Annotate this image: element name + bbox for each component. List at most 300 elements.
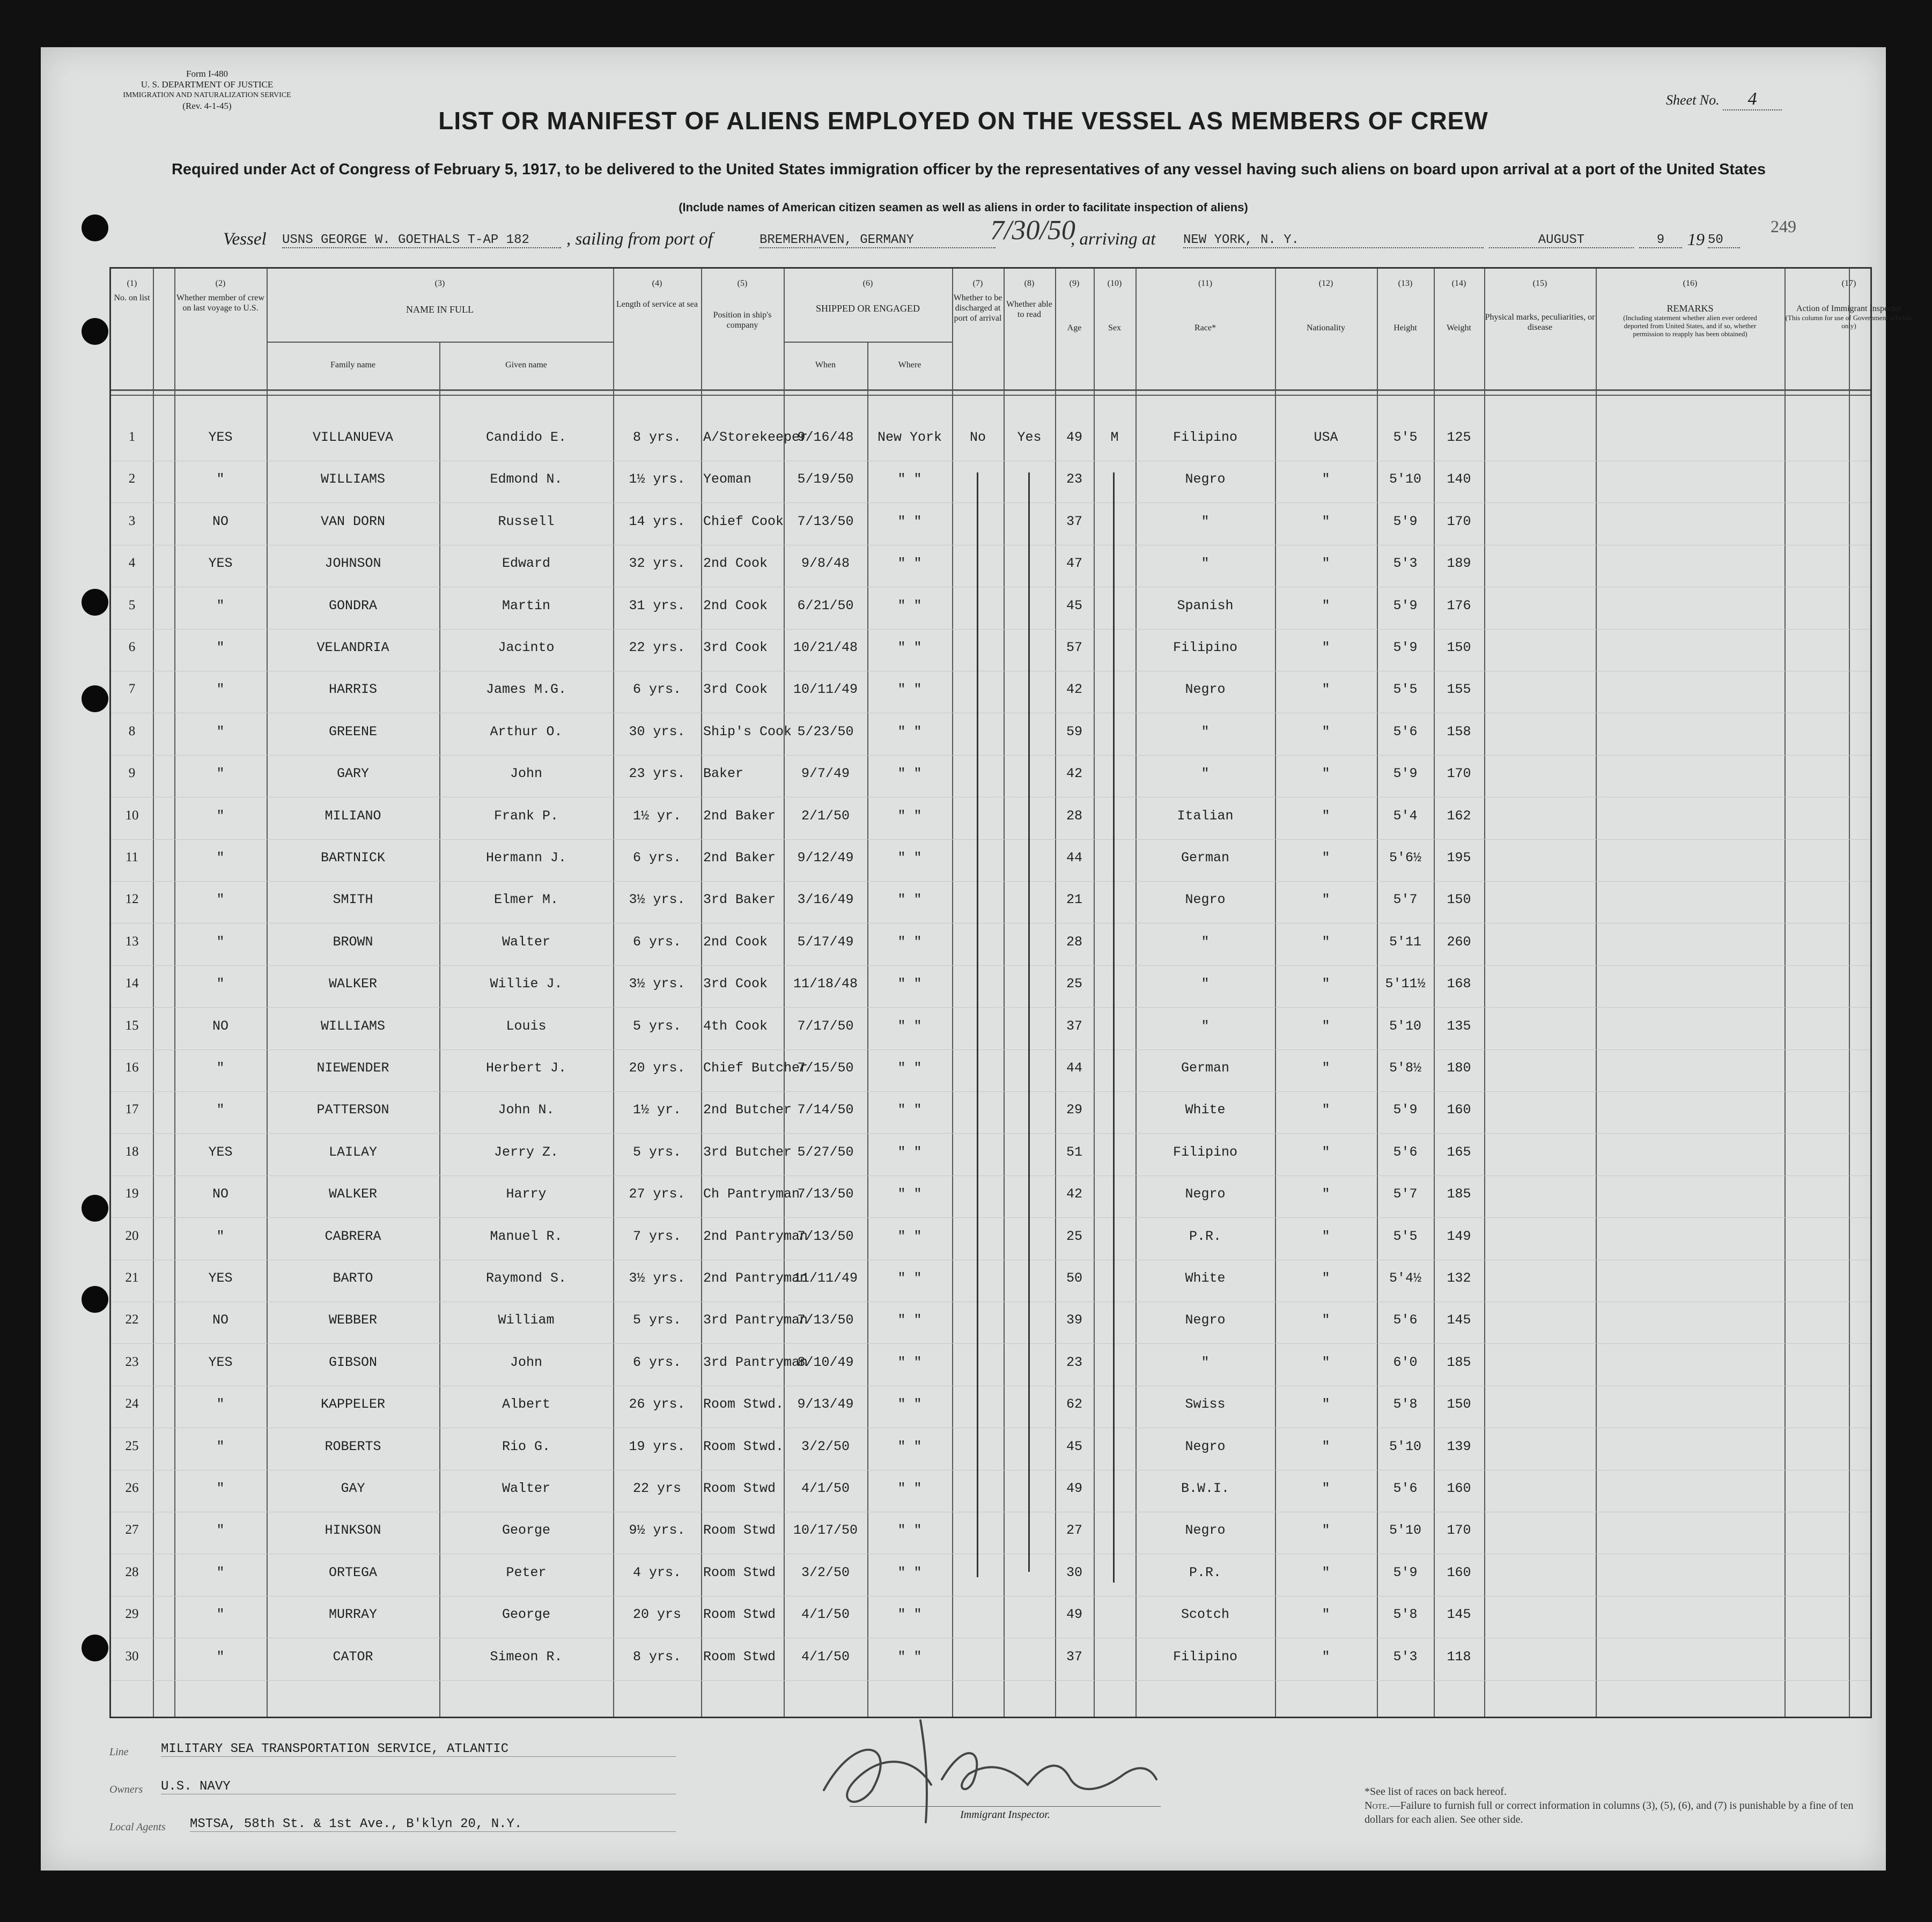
cell-where: " " <box>897 766 922 782</box>
cell-given: Martin <box>502 597 550 613</box>
cell-when: 9/7/49 <box>801 766 850 782</box>
cell-service: 30 yrs. <box>629 723 685 740</box>
cell-weight: 145 <box>1447 1312 1471 1328</box>
cell-no: 5 <box>128 597 136 612</box>
header-rule <box>111 395 1870 396</box>
cell-when: 5/17/49 <box>797 934 854 950</box>
cell-where: " " <box>897 1144 922 1160</box>
cell-age: 47 <box>1066 556 1082 572</box>
cell-weight: 149 <box>1447 1228 1471 1244</box>
cell-when: 9/13/49 <box>797 1396 854 1413</box>
cell-service: 6 yrs. <box>632 934 681 950</box>
cell-position: Chief Cook <box>703 513 784 529</box>
col-4-header: (4) Length of service at sea <box>616 279 698 309</box>
cell-member: " <box>216 1102 225 1118</box>
include-note: (Include names of American citizen seamen as well as aliens in order to facilitate inspection of aliens) <box>679 201 1248 214</box>
cell-nationality: " <box>1322 1102 1330 1118</box>
cell-age: 42 <box>1066 1186 1082 1202</box>
cell-height: 5'10 <box>1389 1438 1421 1454</box>
cell-weight: 168 <box>1447 976 1471 992</box>
header-rule <box>111 389 1870 391</box>
col-rule <box>1784 269 1786 1717</box>
cell-service: 6 yrs. <box>632 1354 681 1370</box>
cell-nationality: " <box>1322 976 1330 992</box>
cell-when: 9/12/49 <box>797 850 854 866</box>
cell-height: 5'10 <box>1389 1018 1421 1034</box>
cell-member: NO <box>212 513 228 529</box>
sheet-label: Sheet No. <box>1666 92 1720 108</box>
cell-family: JOHNSON <box>325 556 381 572</box>
cell-height: 5'6 <box>1393 1144 1418 1160</box>
cell-no: 26 <box>125 1481 139 1495</box>
cell-weight: 155 <box>1447 682 1471 698</box>
row-rule <box>111 839 1870 840</box>
cell-no: 30 <box>125 1649 139 1664</box>
given-name-header: Given name <box>505 360 547 369</box>
cell-where: " " <box>897 976 922 992</box>
cell-nationality: " <box>1322 766 1330 782</box>
cell-given: Herbert J. <box>485 1060 567 1076</box>
cell-nationality: " <box>1322 892 1330 908</box>
cell-race: Filipino <box>1173 640 1238 655</box>
cell-race: Scotch <box>1181 1607 1229 1623</box>
cell-no: 18 <box>125 1144 139 1159</box>
col-1-header: (1) No. on list <box>114 279 150 302</box>
cell-family: LAILAY <box>328 1144 377 1160</box>
cell-position: 3rd Butcher <box>703 1144 792 1160</box>
cell-nationality: " <box>1322 934 1330 950</box>
cell-where: " " <box>897 1607 922 1623</box>
cell-given: Harry <box>506 1186 547 1202</box>
cell-member: NO <box>212 1312 228 1328</box>
cell-race: " <box>1201 934 1210 950</box>
cell-nationality: " <box>1322 1018 1330 1034</box>
cell-family: GARY <box>336 766 369 782</box>
cell-when: 10/17/50 <box>793 1522 858 1539</box>
arrival-year-prefix: 19 <box>1687 230 1705 249</box>
cell-member: " <box>216 471 225 487</box>
cell-nationality: " <box>1322 1438 1330 1454</box>
cell-member: " <box>216 1564 225 1580</box>
cell-weight: 189 <box>1447 556 1471 572</box>
cell-no: 24 <box>125 1396 139 1411</box>
footer <box>109 1731 1869 1865</box>
cell-service: 4 yrs. <box>632 1564 681 1580</box>
cell-no: 11 <box>125 850 139 864</box>
cell-given: Jerry Z. <box>493 1144 559 1160</box>
cell-where: " " <box>897 597 922 613</box>
cell-family: HINKSON <box>325 1522 381 1539</box>
cell-service: 9½ yrs. <box>629 1522 685 1539</box>
cell-position: 2nd Butcher <box>703 1102 792 1118</box>
cell-family: GREENE <box>328 723 377 740</box>
cell-read: Yes <box>1017 430 1042 445</box>
cell-member: " <box>216 808 225 824</box>
cell-position: 3rd Baker <box>703 892 776 908</box>
cell-family: HARRIS <box>328 682 377 698</box>
inspector-label: Immigrant Inspector. <box>850 1806 1161 1821</box>
cell-height: 5'9 <box>1393 1564 1418 1580</box>
cell-family: WILLIAMS <box>320 471 386 487</box>
cell-nationality: " <box>1322 723 1330 740</box>
cell-where: " " <box>897 682 922 698</box>
cell-where: " " <box>897 556 922 572</box>
cell-weight: 170 <box>1447 766 1471 782</box>
cell-weight: 150 <box>1447 640 1471 655</box>
cell-no: 27 <box>125 1522 139 1537</box>
cell-height: 5'8½ <box>1389 1060 1421 1076</box>
owners-label: Owners <box>109 1784 143 1795</box>
cell-given: Manuel R. <box>490 1228 563 1244</box>
cell-race: P.R. <box>1189 1228 1221 1244</box>
cell-where: " " <box>897 1312 922 1328</box>
form-service: IMMIGRATION AND NATURALIZATION SERVICE <box>123 91 291 99</box>
cell-position: Room Stwd <box>703 1607 776 1623</box>
ditto-stroke <box>977 472 978 1577</box>
cell-weight: 180 <box>1447 1060 1471 1076</box>
cell-family: VAN DORN <box>320 513 386 529</box>
cell-age: 37 <box>1066 1018 1082 1034</box>
cell-height: 5'9 <box>1393 766 1418 782</box>
cell-weight: 176 <box>1447 597 1471 613</box>
cell-no: 15 <box>125 1018 139 1033</box>
cell-weight: 135 <box>1447 1018 1471 1034</box>
cell-position: 3rd Cook <box>703 640 768 655</box>
cell-weight: 145 <box>1447 1607 1471 1623</box>
cell-member: " <box>216 766 225 782</box>
cell-given: Edmond N. <box>490 471 563 487</box>
cell-where: " " <box>897 1102 922 1118</box>
cell-age: 42 <box>1066 682 1082 698</box>
col-10-header: (10) Sex <box>1107 279 1122 332</box>
cell-member: " <box>216 1481 225 1496</box>
cell-member: " <box>216 1649 225 1665</box>
cell-where: " " <box>897 1438 922 1454</box>
form-meta <box>100 69 314 112</box>
cell-no: 28 <box>125 1564 139 1579</box>
cell-no: 14 <box>125 976 139 991</box>
cell-when: 4/1/50 <box>801 1607 850 1623</box>
cell-height: 5'7 <box>1393 892 1418 908</box>
punch-hole <box>82 215 108 241</box>
cell-service: 20 yrs. <box>629 1060 685 1076</box>
cell-weight: 160 <box>1447 1564 1471 1580</box>
cell-no: 25 <box>125 1438 139 1453</box>
cell-service: 14 yrs. <box>629 513 685 529</box>
cell-position: 2nd Baker <box>703 850 776 866</box>
cell-weight: 170 <box>1447 1522 1471 1539</box>
cell-given: Elmer M. <box>493 892 559 908</box>
col-9-header: (9) Age <box>1067 279 1082 332</box>
cell-when: 5/19/50 <box>797 471 854 487</box>
cell-family: ROBERTS <box>325 1438 381 1454</box>
cell-member: YES <box>208 556 233 572</box>
cell-when: 11/18/48 <box>793 976 858 992</box>
cell-when: 4/1/50 <box>801 1649 850 1665</box>
cell-race: Filipino <box>1173 1144 1238 1160</box>
cell-family: MURRAY <box>328 1607 377 1623</box>
cell-nationality: USA <box>1314 430 1338 445</box>
cell-height: 5'9 <box>1393 1102 1418 1118</box>
cell-race: " <box>1201 1354 1210 1370</box>
cell-service: 7 yrs. <box>632 1228 681 1244</box>
cell-no: 19 <box>125 1186 139 1201</box>
row-rule <box>111 1133 1870 1134</box>
cell-service: 32 yrs. <box>629 556 685 572</box>
cell-service: 1½ yr. <box>632 808 681 824</box>
cell-age: 57 <box>1066 640 1082 655</box>
col-rule <box>1849 269 1850 1717</box>
where-header: Where <box>898 360 921 369</box>
cell-race: Filipino <box>1173 1649 1238 1665</box>
cell-family: VELANDRIA <box>316 640 389 655</box>
cell-member: " <box>216 1607 225 1623</box>
cell-position: 3rd Pantryman <box>703 1312 808 1328</box>
form-number: Form I-480 <box>186 69 228 79</box>
cell-no: 12 <box>125 892 139 907</box>
cell-service: 31 yrs. <box>629 597 685 613</box>
cell-age: 23 <box>1066 1354 1082 1370</box>
cell-no: 16 <box>125 1060 139 1075</box>
cell-no: 29 <box>125 1607 139 1622</box>
cell-when: 7/15/50 <box>797 1060 854 1076</box>
punch-hole <box>82 318 108 345</box>
cell-nationality: " <box>1322 682 1330 698</box>
cell-position: Ch Pantryman <box>703 1186 800 1202</box>
cell-position: 2nd Cook <box>703 556 768 572</box>
cell-no: 17 <box>125 1102 139 1117</box>
cell-family: NIEWENDER <box>316 1060 389 1076</box>
cell-age: 39 <box>1066 1312 1082 1328</box>
cell-where: " " <box>897 1481 922 1496</box>
cell-when: 10/11/49 <box>793 682 858 698</box>
cell-where: " " <box>897 892 922 908</box>
cell-age: 50 <box>1066 1270 1082 1286</box>
cell-family: GONDRA <box>328 597 377 613</box>
cell-given: John N. <box>498 1102 555 1118</box>
col-17-header: (17) Action of Immigrant Inspector (This column for use of Government officials only) <box>1785 279 1913 330</box>
cell-where: " " <box>897 1018 922 1034</box>
col-15-header: (15) Physical marks, peculiarities, or disease <box>1485 279 1595 332</box>
cell-height: 5'9 <box>1393 597 1418 613</box>
races-note: *See list of races on back hereof. <box>1365 1786 1507 1798</box>
arrival-port: NEW YORK, N. Y. <box>1183 233 1484 248</box>
cell-position: 2nd Pantryman <box>703 1228 808 1244</box>
cell-service: 5 yrs. <box>632 1144 681 1160</box>
col-5-header: (5) Position in ship's company <box>713 279 772 330</box>
cell-age: 49 <box>1066 1607 1082 1623</box>
cell-when: 11/11/49 <box>793 1270 858 1286</box>
cell-member: YES <box>208 430 233 445</box>
agents-value: MSTSA, 58th St. & 1st Ave., B'klyn 20, N.Y. <box>190 1817 676 1832</box>
cell-member: " <box>216 934 225 950</box>
cell-age: 27 <box>1066 1522 1082 1539</box>
cell-age: 49 <box>1066 430 1082 445</box>
cell-nationality: " <box>1322 1564 1330 1580</box>
cell-race: White <box>1185 1102 1226 1118</box>
cell-when: 7/14/50 <box>797 1102 854 1118</box>
cell-where: " " <box>897 1564 922 1580</box>
cell-race: German <box>1181 850 1229 866</box>
cell-position: 2nd Pantryman <box>703 1270 808 1286</box>
cell-age: 28 <box>1066 934 1082 950</box>
cell-no: 6 <box>128 640 136 654</box>
cell-given: Frank P. <box>493 808 559 824</box>
penalty-note: Note.—Failure to furnish full or correct information in columns (3), (5), (6), and (7) is punishable by a fine of ten dollars for each alien. See other side. <box>1365 1800 1854 1825</box>
page-title: LIST OR MANIFEST OF ALIENS EMPLOYED ON THE VESSEL AS MEMBERS OF CREW <box>438 107 1488 135</box>
cell-given: George <box>502 1607 550 1623</box>
cell-where: " " <box>897 850 922 866</box>
cell-nationality: " <box>1322 1396 1330 1413</box>
cell-where: " " <box>897 1228 922 1244</box>
cell-age: 45 <box>1066 597 1082 613</box>
cell-given: Simeon R. <box>490 1649 563 1665</box>
cell-given: Hermann J. <box>485 850 567 866</box>
cell-service: 8 yrs. <box>632 1649 681 1665</box>
cell-member: NO <box>212 1186 228 1202</box>
cell-position: 3rd Cook <box>703 976 768 992</box>
cell-position: 2nd Cook <box>703 934 768 950</box>
cell-age: 62 <box>1066 1396 1082 1413</box>
cell-age: 45 <box>1066 1438 1082 1454</box>
sailing-label: , sailing from port of <box>566 230 713 249</box>
cell-height: 5'4½ <box>1389 1270 1421 1286</box>
cell-given: William <box>498 1312 555 1328</box>
arrival-month: AUGUST <box>1489 233 1634 248</box>
cell-no: 23 <box>125 1354 139 1369</box>
footer-notes <box>1365 1785 1869 1827</box>
cell-when: 3/2/50 <box>801 1564 850 1580</box>
cell-position: Yeoman <box>703 471 752 487</box>
handwritten-date: 7/30/50 <box>990 215 1075 246</box>
cell-when: 9/16/48 <box>797 430 854 445</box>
cell-no: 10 <box>125 808 139 823</box>
cell-weight: 158 <box>1447 723 1471 740</box>
cell-family: GIBSON <box>328 1354 377 1370</box>
cell-where: " " <box>897 723 922 740</box>
crew-table <box>109 267 1913 1718</box>
cell-nationality: " <box>1322 1186 1330 1202</box>
cell-given: Arthur O. <box>490 723 563 740</box>
cell-age: 44 <box>1066 850 1082 866</box>
cell-when: 6/21/50 <box>797 597 854 613</box>
cell-member: " <box>216 682 225 698</box>
cell-age: 42 <box>1066 766 1082 782</box>
cell-service: 22 yrs. <box>629 640 685 655</box>
cell-race: " <box>1201 556 1210 572</box>
cell-given: Louis <box>506 1018 547 1034</box>
col-14-header: (14) Weight <box>1447 279 1471 332</box>
row-rule <box>111 965 1870 966</box>
cell-race: Negro <box>1185 1312 1226 1328</box>
cell-nationality: " <box>1322 556 1330 572</box>
cell-height: 5'11½ <box>1385 976 1426 992</box>
cell-weight: 140 <box>1447 471 1471 487</box>
cell-height: 6'0 <box>1393 1354 1418 1370</box>
cell-height: 5'3 <box>1393 1649 1418 1665</box>
cell-no: 2 <box>128 471 136 486</box>
cell-member: " <box>216 1522 225 1539</box>
cell-race: Negro <box>1185 682 1226 698</box>
cell-height: 5'6 <box>1393 1481 1418 1496</box>
cell-service: 22 yrs <box>632 1481 681 1496</box>
cell-service: 23 yrs. <box>629 766 685 782</box>
form-dept: U. S. DEPARTMENT OF JUSTICE <box>141 79 274 90</box>
cell-member: " <box>216 892 225 908</box>
cell-member: " <box>216 850 225 866</box>
cell-service: 3½ yrs. <box>629 892 685 908</box>
punch-hole <box>82 1286 108 1313</box>
cell-height: 5'9 <box>1393 513 1418 529</box>
cell-nationality: " <box>1322 513 1330 529</box>
cell-member: " <box>216 1396 225 1413</box>
cell-where: " " <box>897 1354 922 1370</box>
col-3-header: (3) NAME IN FULL <box>406 279 474 315</box>
cell-service: 1½ yr. <box>632 1102 681 1118</box>
cell-weight: 185 <box>1447 1354 1471 1370</box>
cell-family: SMITH <box>333 892 373 908</box>
cell-height: 5'8 <box>1393 1396 1418 1413</box>
page-stamp: 249 <box>1771 217 1796 236</box>
cell-member: YES <box>208 1270 233 1286</box>
cell-nationality: " <box>1322 1481 1330 1496</box>
row-rule <box>111 881 1870 882</box>
cell-where: " " <box>897 808 922 824</box>
cell-where: " " <box>897 513 922 529</box>
cell-no: 13 <box>125 934 139 949</box>
sheet-number: 4 <box>1723 89 1782 110</box>
cell-no: 8 <box>128 723 136 738</box>
cell-height: 5'6 <box>1393 723 1418 740</box>
cell-when: 10/21/48 <box>793 640 858 655</box>
cell-member: YES <box>208 1354 233 1370</box>
cell-when: 3/2/50 <box>801 1438 850 1454</box>
cell-position: Room Stwd. <box>703 1438 784 1454</box>
row-rule <box>111 1007 1870 1008</box>
cell-family: PATTERSON <box>316 1102 389 1118</box>
cell-race: Negro <box>1185 471 1226 487</box>
cell-where: " " <box>897 640 922 655</box>
cell-member: " <box>216 1228 225 1244</box>
cell-when: 7/13/50 <box>797 1312 854 1328</box>
cell-position: Room Stwd <box>703 1522 776 1539</box>
manifest-sheet <box>41 47 1913 1871</box>
vessel-name: USNS GEORGE W. GOETHALS T-AP 182 <box>282 233 561 248</box>
cell-race: Negro <box>1185 1186 1226 1202</box>
cell-position: A/Storekeeper <box>703 430 808 445</box>
row-rule <box>111 1343 1870 1344</box>
cell-family: MILIANO <box>325 808 381 824</box>
row-rule <box>111 755 1870 756</box>
cell-height: 5'5 <box>1393 1228 1418 1244</box>
cell-no: 22 <box>125 1312 139 1327</box>
line-label: Line <box>109 1746 129 1758</box>
cell-no: 7 <box>128 682 136 697</box>
cell-weight: 160 <box>1447 1102 1471 1118</box>
cell-family: WALKER <box>328 1186 377 1202</box>
col-7-header: (7) Whether to be discharged at port of arrival <box>953 279 1002 323</box>
row-rule <box>111 1217 1870 1218</box>
cell-family: BARTO <box>333 1270 373 1286</box>
cell-age: 21 <box>1066 892 1082 908</box>
cell-given: Rio G. <box>502 1438 550 1454</box>
when-header: When <box>815 360 836 369</box>
col-13-header: (13) Height <box>1393 279 1417 332</box>
cell-nationality: " <box>1322 1649 1330 1665</box>
cell-nationality: " <box>1322 1354 1330 1370</box>
cell-age: 25 <box>1066 976 1082 992</box>
cell-position: Room Stwd <box>703 1564 776 1580</box>
